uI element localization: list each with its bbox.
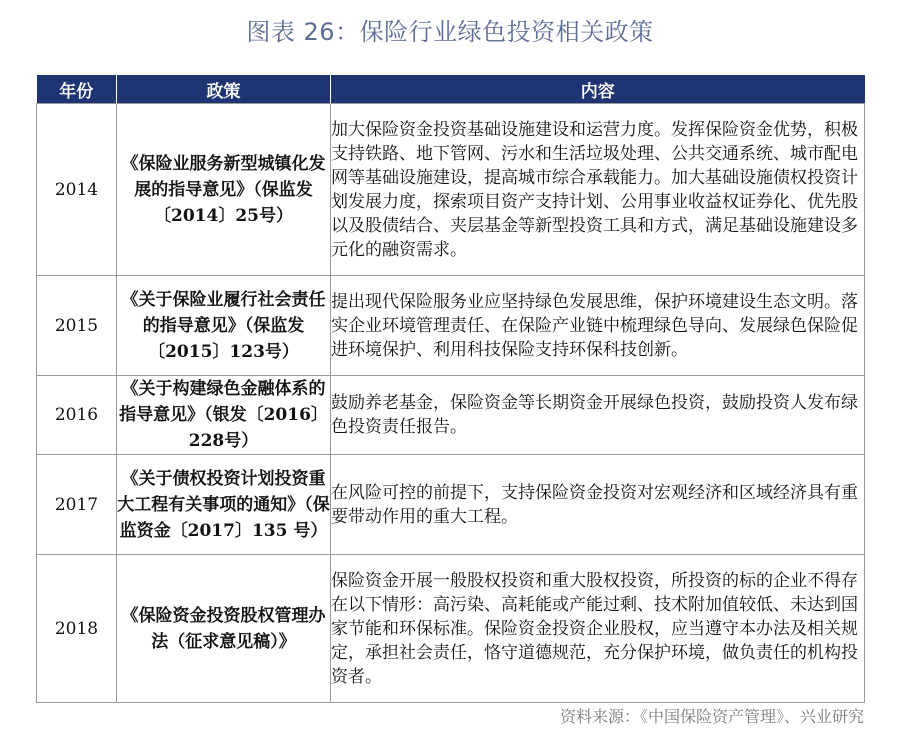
policy-cell: 《保险资金投资股权管理办法（征求意见稿）》 [117, 555, 331, 703]
content-cell: 提出现代保险服务业应坚持绿色发展思维，保护环境建设生态文明。落实企业环境管理责任、在保险产业链中梳理绿色导向、发展绿色保险促进环境保护、利用科技保险支持环保科技创新。 [331, 276, 865, 376]
source-note: 资料来源：《中国保险资产管理》、兴业研究 [559, 707, 864, 726]
content-cell: 加大保险资金投资基础设施建设和运营力度。发挥保险资金优势，积极支持铁路、地下管网、污水和生活垃圾处理、公共交通系统、城市配电网等基础设施建设，提高城市综合承载能力。加大基础设施债权投资计划发展力度，探索项目资产支持计划、公用事业收益权证券化、优先股以及股债结合、夹层基金等新型投资工具和方式，满足基础设施建设多元化的融资需求。 [331, 104, 865, 276]
year-cell: 2018 [37, 555, 117, 703]
year-cell: 2016 [37, 376, 117, 455]
table-row [37, 104, 865, 276]
table-row [37, 376, 865, 455]
table-row [37, 455, 865, 555]
page-title: 图表 26：保险行业绿色投资相关政策 [246, 18, 654, 46]
year-cell: 2017 [37, 455, 117, 555]
year-cell: 2015 [37, 276, 117, 376]
policy-cell: 《关于构建绿色金融体系的指导意见》（银发〔2016〕228号） [117, 376, 331, 455]
year-cell: 2014 [37, 104, 117, 276]
table-row [37, 555, 865, 703]
content-cell: 鼓励养老基金，保险资金等长期资金开展绿色投资，鼓励投资人发布绿色投资责任报告。 [331, 376, 865, 455]
policy-cell: 《保险业服务新型城镇化发展的指导意见》（保监发〔2014〕25号） [117, 104, 331, 276]
content-cell: 在风险可控的前提下，支持保险资金投资对宏观经济和区域经济具有重要带动作用的重大工程。 [331, 455, 865, 555]
policy-cell: 《关于债权投资计划投资重大工程有关事项的通知》（保监资金〔2017〕135 号） [117, 455, 331, 555]
policy-cell: 《关于保险业履行社会责任的指导意见》（保监发〔2015〕123号） [117, 276, 331, 376]
table-header-row [37, 75, 865, 104]
header-policy: 政策 [117, 75, 331, 104]
header-year: 年份 [37, 75, 117, 104]
header-content: 内容 [331, 75, 865, 104]
policy-table [36, 75, 865, 703]
table-row [37, 276, 865, 376]
content-cell: 保险资金开展一般股权投资和重大股权投资，所投资的标的企业不得存在以下情形：高污染、高耗能或产能过剩、技术附加值较低、未达到国家节能和环保标准。保险资金投资企业股权，应当遵守本办法及相关规定，承担社会责任，恪守道德规范，充分保护环境，做负责任的机构投资者。 [331, 555, 865, 703]
